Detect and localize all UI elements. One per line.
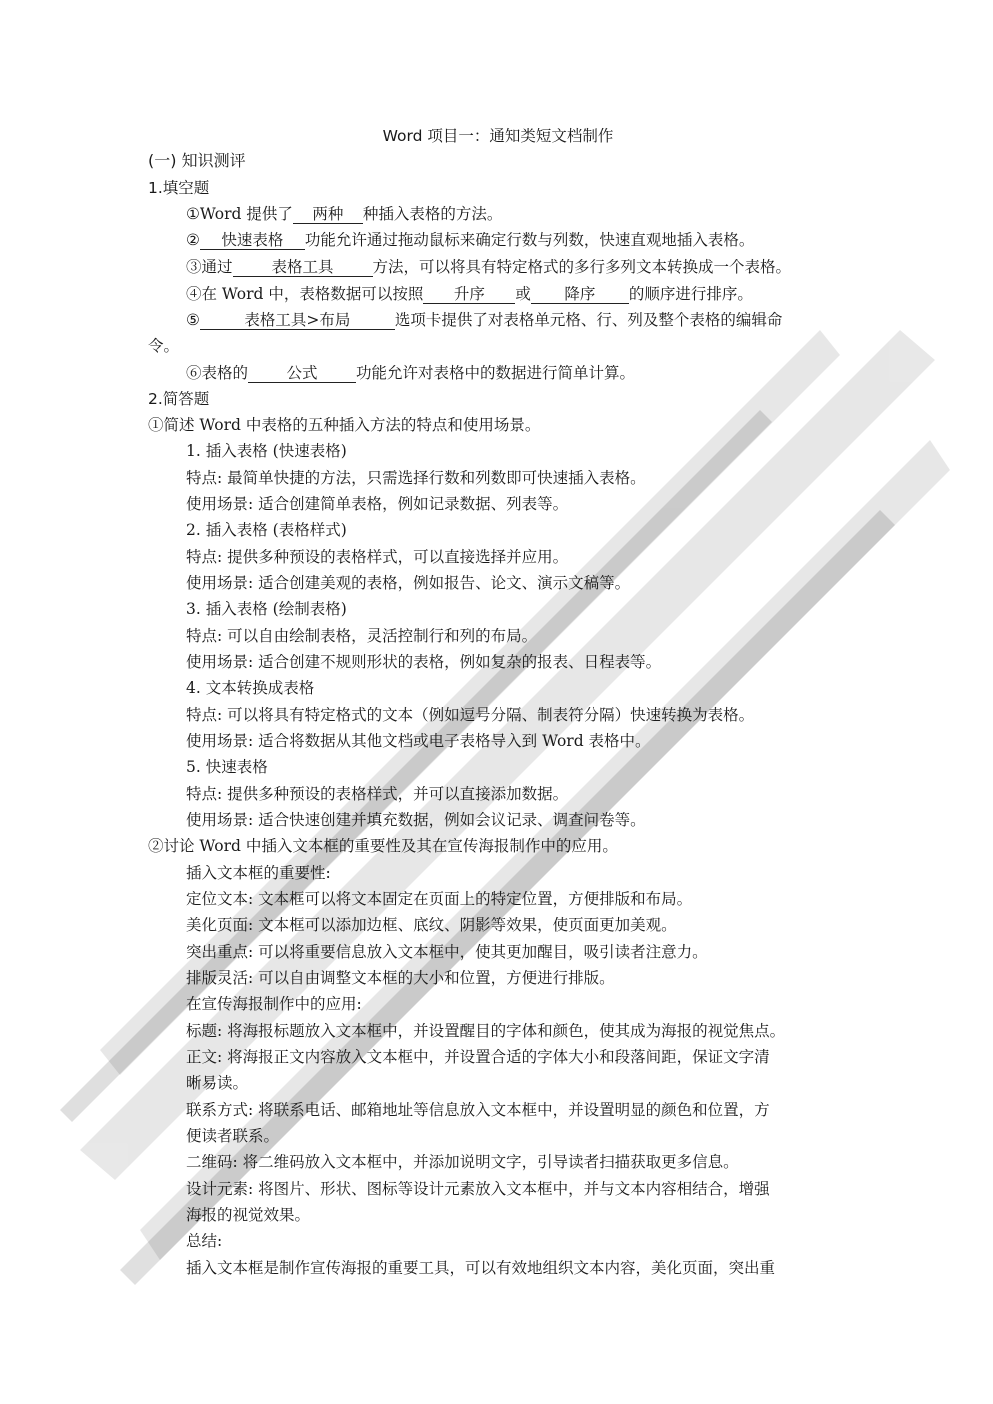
subsection-heading-short: 2.简答题	[148, 390, 210, 408]
answer-blank: 升序	[423, 285, 515, 304]
method-feature-1: 特点: 最简单快捷的方法，只需选择行数和列数即可快速插入表格。	[186, 469, 646, 487]
importance-1: 定位文本: 文本框可以将文本固定在页面上的特定位置，方便排版和布局。	[186, 890, 693, 908]
answer-blank: 公式	[248, 364, 356, 383]
summary-text: 插入文本框是制作宣传海报的重要工具，可以有效地组织文本内容，美化页面，突出重	[186, 1259, 776, 1277]
importance-2: 美化页面: 文本框可以添加边框、底纹、阴影等效果，使页面更加美观。	[186, 916, 677, 934]
method-title-5: 5. 快速表格	[186, 758, 268, 776]
method-scene-3: 使用场景: 适合创建不规则形状的表格，例如复杂的报表、日程表等。	[186, 653, 662, 671]
fill-question-5-continued: 令。	[148, 337, 180, 355]
fill-question-2: ② 快速表格 功能允许通过拖动鼠标来确定行数与列数，快速直观地插入表格。	[186, 231, 755, 249]
answer-blank: 快速表格	[200, 231, 305, 250]
answer-blank: 表格工具>布局	[200, 311, 395, 330]
application-1: 标题: 将海报标题放入文本框中，并设置醒目的字体和颜色，使其成为海报的视觉焦点。	[186, 1022, 786, 1040]
importance-4: 排版灵活: 可以自由调整文本框的大小和位置，方便进行排版。	[186, 969, 615, 987]
method-title-4: 4. 文本转换成表格	[186, 679, 315, 697]
fill-question-5: ⑤ 表格工具>布局 选项卡提供了对表格单元格、行、列及整个表格的编辑命	[186, 311, 783, 329]
importance-3: 突出重点: 可以将重要信息放入文本框中，使其更加醒目，吸引读者注意力。	[186, 943, 708, 961]
method-scene-1: 使用场景: 适合创建简单表格，例如记录数据、列表等。	[186, 495, 569, 513]
application-5-continued: 海报的视觉效果。	[186, 1206, 311, 1224]
fill-question-6: ⑥表格的 公式 功能允许对表格中的数据进行简单计算。	[186, 364, 636, 382]
method-title-3: 3. 插入表格 (绘制表格)	[186, 600, 347, 618]
method-feature-3: 特点: 可以自由绘制表格，灵活控制行和列的布局。	[186, 627, 538, 645]
short-question-2: ②讨论 Word 中插入文本框的重要性及其在宣传海报制作中的应用。	[148, 837, 618, 855]
application-heading: 在宣传海报制作中的应用:	[186, 995, 362, 1013]
page-title: Word 项目一：通知类短文档制作	[382, 127, 614, 145]
application-4: 二维码: 将二维码放入文本框中，并添加说明文字，引导读者扫描获取更多信息。	[186, 1153, 739, 1171]
answer-blank: 两种	[293, 205, 363, 224]
method-title-1: 1. 插入表格 (快速表格)	[186, 442, 347, 460]
method-title-2: 2. 插入表格 (表格样式)	[186, 521, 347, 539]
subsection-heading-fill: 1.填空题	[148, 179, 210, 197]
method-feature-5: 特点: 提供多种预设的表格样式，并可以直接添加数据。	[186, 785, 569, 803]
answer-blank: 表格工具	[233, 258, 373, 277]
application-5: 设计元素: 将图片、形状、图标等设计元素放入文本框中，并与文本内容相结合，增强	[186, 1180, 770, 1198]
application-3-continued: 便读者联系。	[186, 1127, 280, 1145]
fill-question-1: ①Word 提供了 两种 种插入表格的方法。	[186, 205, 503, 223]
importance-heading: 插入文本框的重要性:	[186, 864, 331, 882]
fill-question-4: ④在 Word 中，表格数据可以按照 升序 或 降序 的顺序进行排序。	[186, 285, 753, 303]
application-2-continued: 晰易读。	[186, 1074, 249, 1092]
method-scene-2: 使用场景: 适合创建美观的表格，例如报告、论文、演示文稿等。	[186, 574, 631, 592]
application-2: 正文: 将海报正文内容放入文本框中，并设置合适的字体大小和段落间距，保证文字清	[186, 1048, 770, 1066]
method-scene-4: 使用场景: 适合将数据从其他文档或电子表格导入到 Word 表格中。	[186, 732, 651, 750]
summary-heading: 总结:	[186, 1232, 223, 1250]
application-3: 联系方式: 将联系电话、邮箱地址等信息放入文本框中，并设置明显的颜色和位置，方	[186, 1101, 770, 1119]
short-question-1: ①简述 Word 中表格的五种插入方法的特点和使用场景。	[148, 416, 541, 434]
method-scene-5: 使用场景: 适合快速创建并填充数据，例如会议记录、调查问卷等。	[186, 811, 646, 829]
method-feature-2: 特点: 提供多种预设的表格样式，可以直接选择并应用。	[186, 548, 569, 566]
section-heading: (一) 知识测评	[148, 151, 246, 170]
fill-question-3: ③通过 表格工具 方法，可以将具有特定格式的多行多列文本转换成一个表格。	[186, 258, 792, 276]
answer-blank: 降序	[531, 285, 629, 304]
method-feature-4: 特点: 可以将具有特定格式的文本（例如逗号分隔、制表符分隔）快速转换为表格。	[186, 706, 755, 724]
